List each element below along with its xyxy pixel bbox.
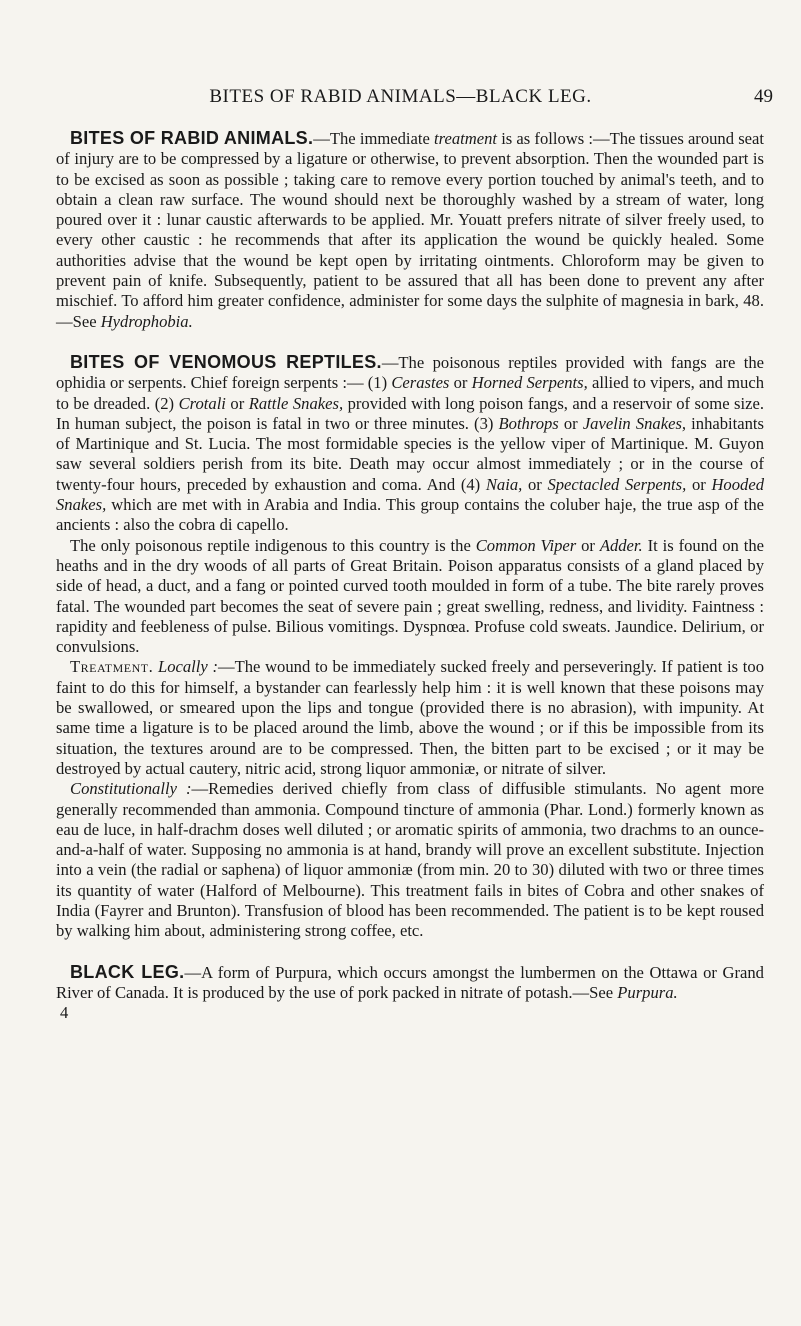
entry-text: —The immediate [313,129,435,148]
entry-text: which are met with in Arabia and India. This group contains the coluber haje, the true asp of the ancients : also the cobra di capello. [56,495,764,535]
italic-term: Cerastes [391,373,450,393]
entry-text: —The wound to be immediately sucked freely and perseveringly. If patient is too faint to do this for himself, a bystander can fearlessly help him : it is well known that these poisons may be swallowed, or smeared upon the lips and tongue (provided there is no abrasion), with impunity. At same time a ligature is to be placed around the limb, above the wound ; or if this be impossible from its situation, the textures around are to be compressed. Then, the bitten part to be excised ; or it may be destroyed by actual cautery, nitric acid, strong liquor ammoniæ, or nitrate of silver. [56,657,764,778]
italic-term: Locally : [157,657,218,677]
italic-term: Crotali [178,393,226,413]
running-title: BITES OF RABID ANIMALS—BLACK LEG. [209,86,592,107]
page-number: 49 [754,86,773,107]
entry-text: allied to vipers, and much to be dreaded. (2) [56,373,764,413]
italic-term: Adder. [599,535,643,555]
page-body [56,128,764,1023]
entry-text: or [576,535,600,555]
entry-text: or [686,474,712,494]
cross-reference: Purpura. [617,982,678,1002]
italic-term: treatment [434,129,498,148]
entry-heading-venomous: BITES OF VENOMOUS REPTILES. [70,351,382,372]
italic-term: Constitutionally : [70,779,192,799]
italic-term: Hooded Snakes, [56,474,764,515]
entry-text: inhabitants of Martinique and St. Lucia. The most formidable species is the yellow viper of Martinique. M. Guyon saw several soldiers perish from its bite. Death may occur almost immediately ; or in the course of twenty-four hours, preceded by exhaustion and coma. And (4) [56,413,764,494]
entry-text: provided with long poison fangs, and a reservoir of some size. In human subject, the poison is fatal in two or three minutes. (3) [56,393,765,433]
entry-text: —Remedies derived chiefly from class of diffusible stimulants. No agent more generally recommended than ammonia. Compound tincture of ammonia (Phar. Lond.) formerly known as eau de luce, in half-drachm doses well diluted ; or aromatic spirits of ammonia, two drachms to an ounce-and-a-half of water. Supposing no ammonia is at hand, brandy will prove an excellent substitute. Injection into a vein (the radial or saphena) of liquor ammoniæ (from min. 20 to 30) diluted with two or three times its quantity of water (Halford of Melbourne). This treatment fails in bites of Cobra and other snakes of India (Fayrer and Brunton). Transfusion of blood has been recommended. The patient is to be kept roused by walking him about, administering strong coffee, etc. [56,779,765,941]
entry-text: is as follows :—The tissues around seat of injury are to be compressed by a ligature or otherwise, to prevent absorption. Then the wounded part is to be excised as soon as possible ; taking care to remove every portion touched by animal's teeth, and to obtain a clean raw surface. The wound should next be thoroughly washed by a stream of water, long poured over it : lunar caustic afterwards to be applied. Mr. Youatt prefers nitrate of silver freely used, to every other caustic : he recommends that after its application the wound be quickly healed. Some authorities advise that the wound be kept open by irritating ointments. Chloroform may be given to prevent pain of knife. Subsequently, patient to be assured that all has been done to prevent any after mischief. To afford him greater confidence, administer for some days the sulphite of magnesia in bark, 48.—See [56,129,764,331]
italic-term: Bothrops [498,413,559,433]
italic-term: Common Viper [475,535,577,555]
italic-term: Javelin Snakes, [582,413,687,433]
entry-text: or [449,373,472,393]
cross-reference: Hydrophobia. [100,311,193,331]
entry-text: or [558,413,583,433]
entry-rabid-animals [56,128,764,332]
entry-text: The only poisonous reptile indigenous to this country is the [70,535,476,555]
entry-text: or [522,474,548,494]
italic-term: Horned Serpents, [471,373,588,393]
entry-heading-rabid: BITES OF RABID ANIMALS. [70,128,314,148]
entry-text: —The poisonous reptiles provided with fangs are the ophidia or serpents. Chief foreign serpents :— (1) [56,352,764,393]
entry-text: or [225,393,249,413]
signature-mark: 4 [60,1003,69,1023]
treatment-label: Treatment. [70,657,154,677]
entry-venomous-reptiles [56,352,764,536]
paragraph-common-viper [56,536,764,658]
entry-heading-black-leg: BLACK LEG. [70,961,185,982]
paragraph-treatment-constitutional [56,779,764,941]
paragraph-treatment-local [56,657,764,779]
entry-text: —A form of Purpura, which occurs amongst the lumbermen on the Ottawa or Grand River of Canada. It is produced by the use of pork packed in nitrate of potash.—See [56,962,764,1002]
entry-text: It is found on the heaths and in the dry woods of all parts of Great Britain. Poison apparatus consists of a gland placed by side of head, a duct, and a fang or pointed curved tooth moulded in form of a tube. The bite rarely proves fatal. The wounded part becomes the seat of severe pain ; great swelling, redness, and lividity. Faintness : rapidity and feebleness of pulse. Bilious vomitings. Dyspnœa. Profuse cold sweats. Jaundice. Delirium, or convulsions. [56,535,764,657]
italic-term: Spectacled Serpents, [547,474,687,494]
italic-term: Rattle Snakes, [248,393,344,413]
italic-term: Naia, [485,474,523,494]
entry-black-leg [56,962,764,1004]
